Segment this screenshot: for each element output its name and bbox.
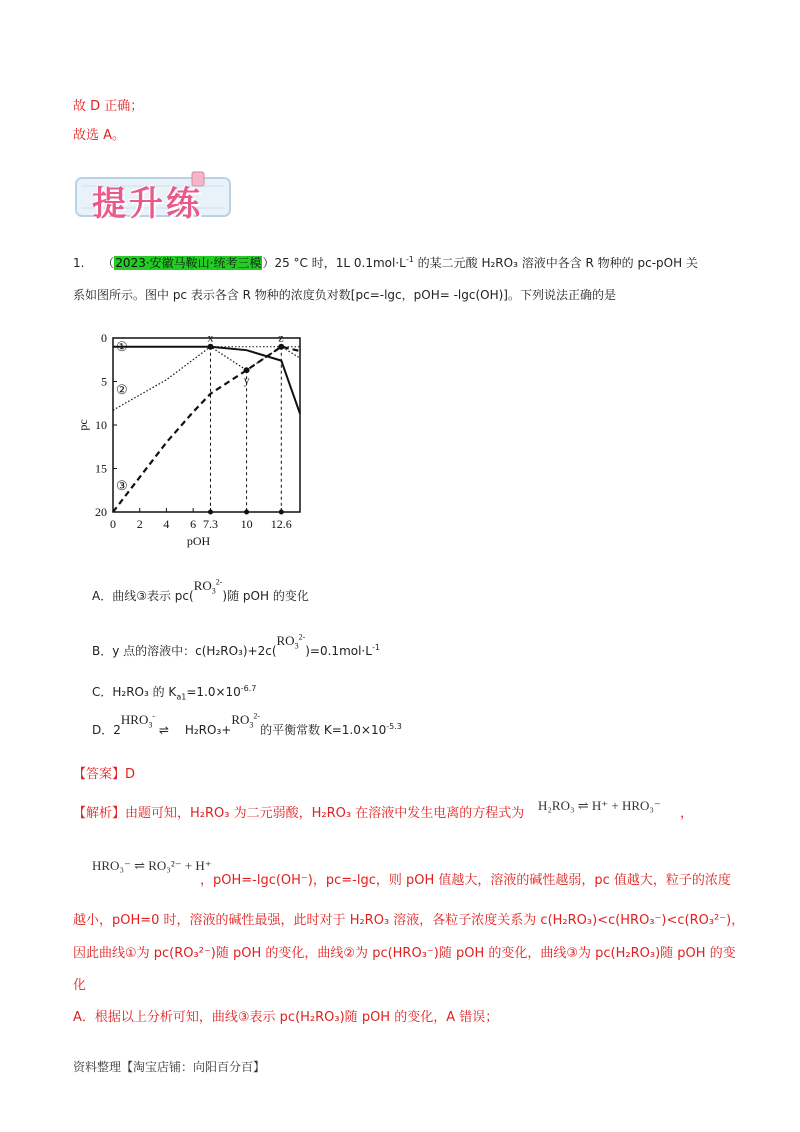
prev-answer-line1: 故 D 正确； [73,99,144,114]
footer-text: 资料整理【淘宝店铺：向阳百分百】 [73,1060,266,1074]
series-line-1 [113,347,300,414]
option-a [92,577,309,604]
option-c-sup: -6.7 [240,684,257,693]
option-d-formula2: $RO_3^{2-}$ [231,711,261,730]
y-tick-label: 5 [101,374,107,389]
analysis-line1 [73,806,773,822]
prev-answer-line2: 故选 A。 [73,128,126,143]
curve-label-3: ③ [116,478,128,493]
point-label-y: y [243,373,250,388]
point-label-x: x [207,330,214,345]
option-a-formula: $RO_3^{2-}$ [193,577,223,596]
y-tick-label: 15 [95,461,107,476]
y-tick-label: 0 [101,331,107,345]
option-d-suffix: 的平衡常数 K=1.0×10 [260,723,387,737]
x-tick-label: 4 [163,517,170,531]
analysis-line4: 因此曲线①为 pc(RO₃²⁻)随 pOH 的变化，曲线②为 pc(HRO₃⁻)随 pOH 的变化，曲线③为 pc(H₂RO₃)随 pOH 的变 [73,946,736,961]
option-d-prefix: D．2 [92,723,121,737]
axis-point [208,510,213,515]
equilibrium-arrow-icon: ⇌ [158,723,169,737]
series-line-2 [113,347,300,411]
y-axis-label: pc [76,419,90,431]
question-text-1-sup: -1 [405,255,414,264]
curve-label-1: ① [116,339,128,354]
analysis-text-1: 由题可知，H₂RO₃ 为二元弱酸，H₂RO₃ 在溶液中发生电离的方程式为 [125,806,525,821]
option-a-prefix: A．曲线③表示 pc( [92,589,194,603]
x-tick-label: 10 [240,517,253,531]
question-number: 1. [73,256,85,270]
option-d-sup: -5.3 [386,722,402,731]
banner-title: 提升练 [92,184,203,224]
answer-label: 【答案】D [73,767,136,782]
x-axis-label: pOH [186,534,211,548]
question-text-1b: 的某二元酸 H₂RO₃ 溶液中各含 R 物种的 pc-pOH 关 [413,256,698,270]
option-b-sup: -1 [371,643,380,652]
axis-point [244,510,249,515]
analysis-label: 【解析】 [73,806,126,821]
curve-label-2: ② [116,382,128,397]
question-line1: 1. （2023·安徽马鞍山·统考三模）25 °C 时，1L $0.1mol\cdot L^{-1}$ 的某二元酸 H₂RO₃ 溶液中各含 R 物种的 pc-pOH 关 [73,255,698,270]
plot-frame [113,338,300,512]
practice-banner [74,172,234,224]
analysis-line5: 化 [73,978,87,993]
option-c-sub: a1 [176,692,187,702]
option-c-text: C．H₂RO₃ 的 K [92,685,177,699]
x-tick-label: 2 [136,517,143,531]
equation-1: H₂RO₃ ⇌ H⁺ + HRO₃⁻ [538,798,661,813]
y-tick-label: 20 [95,505,107,519]
option-b-prefix: B．y 点的溶液中：c(H₂RO₃)+2c( [92,644,277,658]
axis-point [279,510,284,515]
option-b-formula: $RO_3^{2-}$ [276,632,306,651]
question-text-1a: ）25 °C 时，1L 0.1mol·L [262,256,406,270]
option-d-mid: H₂RO₃+ [184,723,232,737]
analysis-line1-end: ， [680,806,694,821]
pc-poh-chart [78,330,308,555]
equation-2: HRO₃⁻ ⇌ RO₃²⁻ + H⁺ [92,858,212,873]
option-a-suffix: )随 pOH 的变化 [222,589,309,603]
point-label-z: z [278,330,284,345]
option-c [92,684,256,700]
analysis-line6: A．根据以上分析可知，曲线③表示 pc(H₂RO₃)随 pOH 的变化，A 错误； [73,1010,499,1025]
option-d-formula1: $HRO_3^-$ [120,711,156,730]
x-tick-label: 12.6 [270,517,292,531]
series-line-3 [113,347,300,512]
question-line2: 系如图所示。图中 pc 表示各含 R 物种的浓度负对数[pc=-lgc，pOH= -lgc(OH)]。下列说法正确的是 [73,288,616,302]
question-source: 2023·安徽马鞍山·统考三模 [115,256,262,270]
x-tick-label: 7.3 [203,517,219,531]
x-tick-label: 0 [110,517,116,531]
option-b-suffix: )=0.1mol·L [305,644,372,658]
y-tick-label: 10 [95,418,107,432]
analysis-line2: ，pOH=-lgc(OH⁻)，pc=-lgc，则 pOH 值越大，溶液的碱性越弱，pc 值越大，粒子的浓度 [200,873,731,888]
option-c-suffix: =1.0×10 [186,685,241,699]
analysis-line3: 越小，pOH=0 时，溶液的碱性最强，此时对于 H₂RO₃ 溶液，各粒子浓度关系为 c(H₂RO₃)<c(HRO₃⁻)<c(RO₃²⁻)， [73,913,745,928]
option-b [92,632,380,659]
option-d [92,711,402,738]
x-tick-label: 6 [190,517,197,531]
